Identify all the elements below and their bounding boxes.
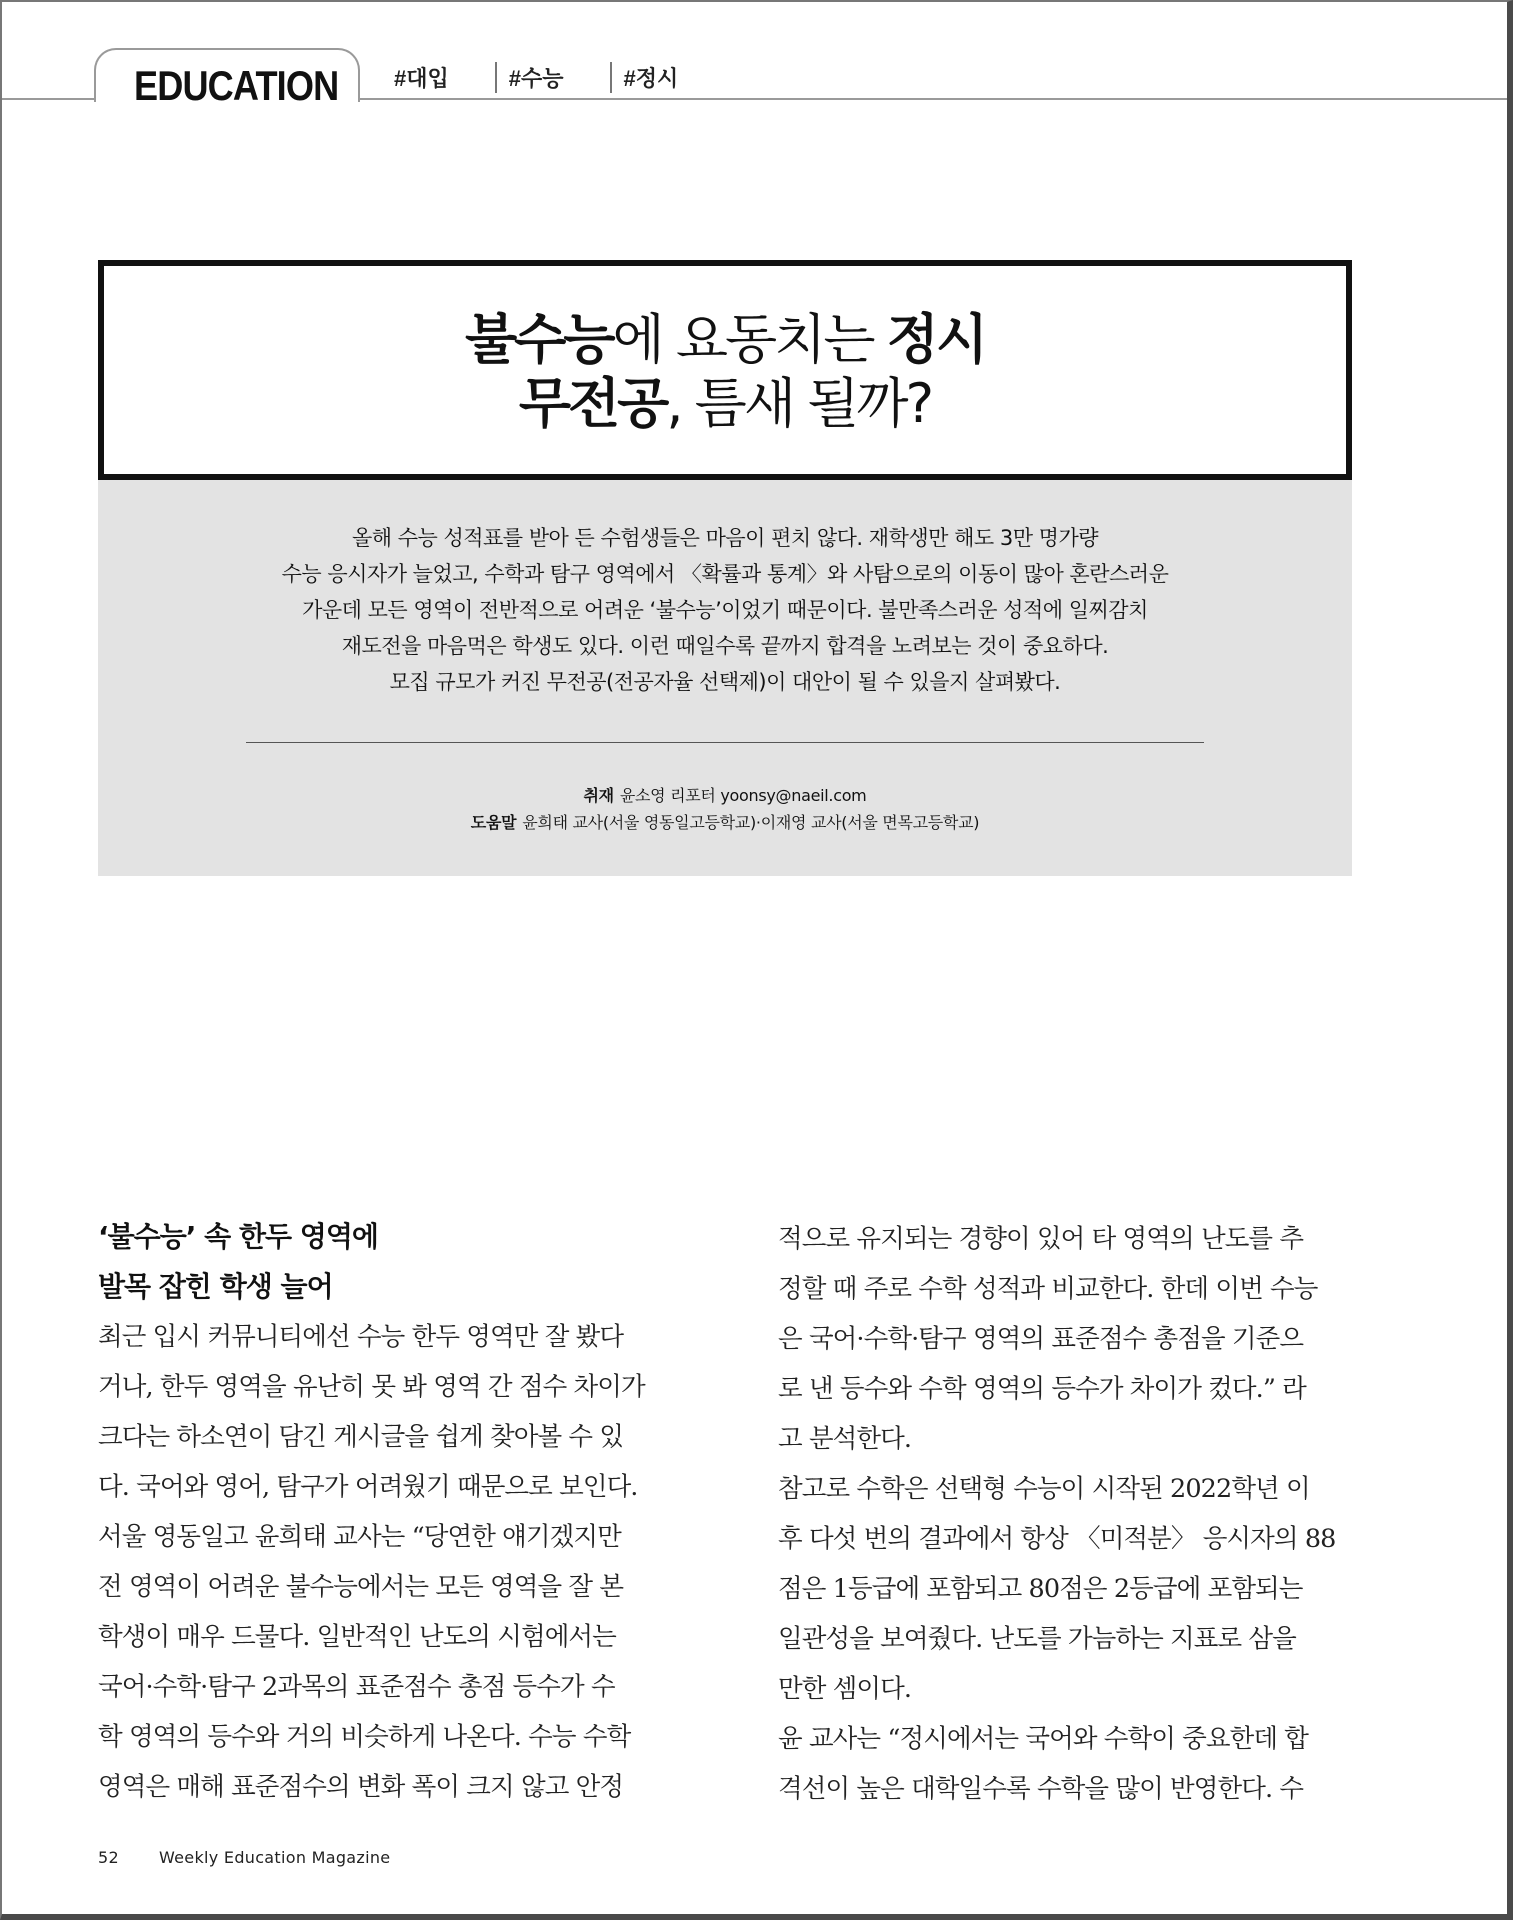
body-line: 학생이 매우 드물다. 일반적인 난도의 시험에서는 — [98, 1622, 616, 1652]
body-line: 거나, 한두 영역을 유난히 못 봐 영역 간 점수 차이가 — [98, 1372, 645, 1402]
lead-line: 수능 응시자가 늘었고, 수학과 탐구 영역에서 〈확률과 통계〉와 사탐으로의 이동이 많아 혼란스러운 — [281, 562, 1169, 586]
title-line-2 — [104, 372, 1346, 436]
credits — [98, 782, 1352, 836]
title-emphasis: 무전공 — [518, 372, 667, 435]
title-emphasis: 정시 — [886, 308, 985, 371]
body-line: 고 분석한다. — [778, 1424, 912, 1454]
lead-line: 모집 규모가 커진 무전공(전공자율 선택제)이 대안이 될 수 있을지 살펴봤다. — [389, 670, 1061, 694]
body-line: 참고로 수학은 선택형 수능이 시작된 2022학년 이 — [778, 1474, 1310, 1504]
lead-divider — [246, 742, 1204, 743]
section-label: EDUCATION — [134, 62, 339, 109]
title-text: , 틈새 될까? — [666, 372, 932, 435]
body-line: 다. 국어와 영어, 탐구가 어려웠기 때문으로 보인다. — [98, 1472, 638, 1502]
body-line: 은 국어·수학·탐구 영역의 표준점수 총점을 기준으 — [778, 1324, 1304, 1354]
title-emphasis: 불수능 — [465, 308, 613, 371]
body-line: 서울 영동일고 윤희태 교사는 “당연한 얘기겠지만 — [98, 1522, 621, 1552]
body-line: 후 다섯 번의 결과에서 항상 〈미적분〉 응시자의 88 — [778, 1524, 1336, 1554]
body-line: 점은 1등급에 포함되고 80점은 2등급에 포함되는 — [778, 1574, 1303, 1604]
page-number: 52 — [98, 1848, 119, 1867]
tag[interactable]: #수능 — [495, 62, 564, 93]
title-line-1 — [104, 308, 1346, 372]
body-line: 크다는 하소연이 담긴 게시글을 쉽게 찾아볼 수 있 — [98, 1422, 624, 1452]
body-line: 최근 입시 커뮤니티에선 수능 한두 영역만 잘 봤다 — [98, 1322, 624, 1352]
article-title — [98, 260, 1352, 480]
page-footer — [98, 1848, 430, 1867]
body-column-left — [98, 1212, 676, 1812]
title-text: 에 요동치는 — [612, 308, 887, 371]
subheading: 발목 잡힌 학생 늘어 — [98, 1270, 333, 1303]
credit-text: 윤희태 교사(서울 영동일고등학교)·이재영 교사(서울 면목고등학교) — [522, 813, 980, 832]
credit-reporter — [98, 782, 1352, 809]
body-line: 영역은 매해 표준점수의 변화 폭이 크지 않고 안정 — [98, 1772, 624, 1802]
lead-line: 올해 수능 성적표를 받아 든 수험생들은 마음이 편치 않다. 재학생만 해도 3만 명가량 — [351, 526, 1099, 550]
body-line: 국어·수학·탐구 2과목의 표준점수 총점 등수가 수 — [98, 1672, 615, 1702]
body-column-right — [778, 1214, 1352, 1814]
body-line: 격선이 높은 대학일수록 수학을 많이 반영한다. 수 — [778, 1774, 1304, 1804]
credit-label: 취재 — [583, 786, 614, 805]
body-line: 정할 때 주로 수학 성적과 비교한다. 한데 이번 수능 — [778, 1274, 1318, 1304]
body-line: 학 영역의 등수와 거의 비슷하게 나온다. 수능 수학 — [98, 1722, 631, 1752]
magazine-name: Weekly Education Magazine — [158, 1848, 391, 1867]
tag[interactable]: #대입 — [394, 66, 449, 91]
section-tab — [94, 48, 360, 109]
credit-text: 윤소영 리포터 yoonsy@naeil.com — [619, 786, 867, 805]
body-line: 전 영역이 어려운 불수능에서는 모든 영역을 잘 본 — [98, 1572, 624, 1602]
tag[interactable]: #정시 — [610, 62, 679, 93]
body-line: 적으로 유지되는 경향이 있어 타 영역의 난도를 추 — [778, 1224, 1304, 1254]
lead-box — [98, 480, 1352, 876]
subheading: ‘불수능’ 속 한두 영역에 — [98, 1220, 378, 1253]
body-line: 윤 교사는 “정시에서는 국어와 수학이 중요한데 합 — [778, 1724, 1309, 1754]
body-line: 만한 셈이다. — [778, 1674, 912, 1704]
body-line: 일관성을 보여줬다. 난도를 가늠하는 지표로 삼을 — [778, 1624, 1296, 1654]
tag-list — [394, 62, 724, 93]
credit-advisors — [98, 809, 1352, 836]
credit-label: 도움말 — [470, 813, 517, 832]
lead-paragraph — [98, 520, 1352, 700]
lead-line: 재도전을 마음먹은 학생도 있다. 이런 때일수록 끝까지 합격을 노려보는 것이 중요하다. — [341, 634, 1109, 658]
body-line: 로 낸 등수와 수학 영역의 등수가 차이가 컸다.” 라 — [778, 1374, 1306, 1404]
lead-line: 가운데 모든 영역이 전반적으로 어려운 ‘불수능’이었기 때문이다. 불만족스러운 성적에 일찌감치 — [302, 598, 1148, 622]
